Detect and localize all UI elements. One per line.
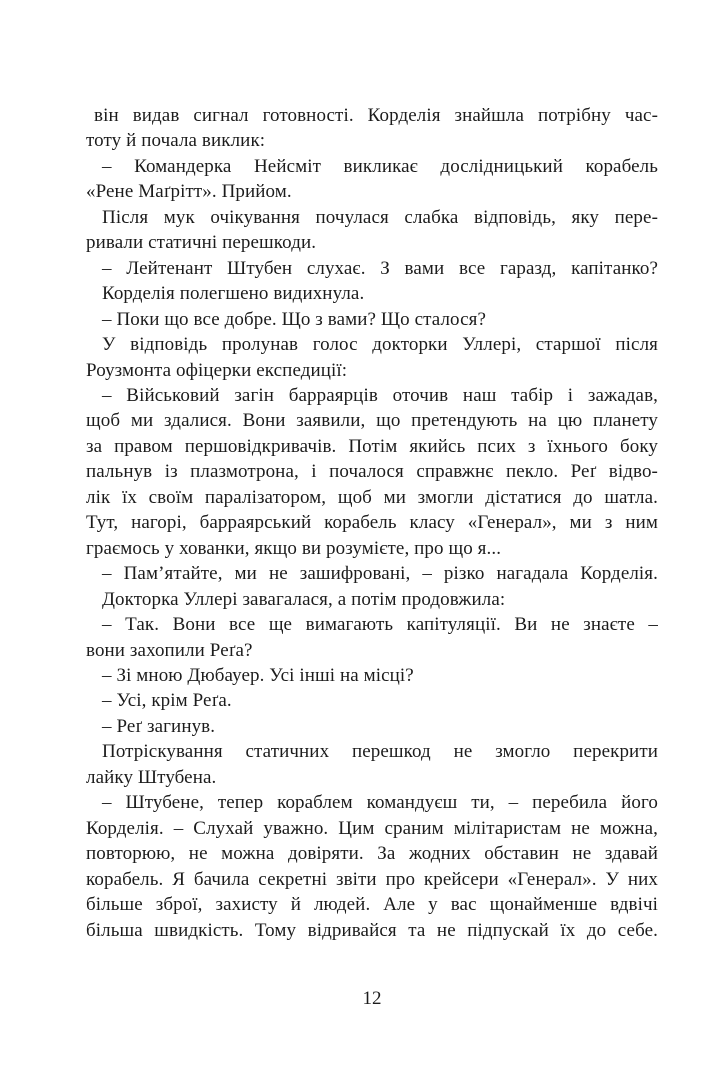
text-line: більше зброї, захисту й людей. Але у вас щонайменше вдвічі — [86, 894, 658, 916]
text-line: – Штубене, тепер кораблем командуєш ти, – перебила його — [102, 792, 658, 814]
text-line: щоб ми здалися. Вони заявили, що претендують на цю планету — [86, 410, 658, 432]
text-line: Після мук очікування почулася слабка відповідь, яку пере- — [102, 206, 658, 228]
text-line: «Рене Маґрітт». Прийом. — [86, 181, 292, 203]
text-line: корабель. Я бачила секретні звіти про крейсери «Генерал». У них — [86, 868, 658, 890]
page-number: 12 — [362, 988, 382, 1009]
text-line: – Зі мною Дюбауер. Усі інші на місці? — [102, 664, 414, 686]
text-line: – Командерка Нейсміт викликає дослідницький корабель — [102, 155, 658, 177]
text-line: – Військовий загін барраярців оточив наш табір і зажадав, — [102, 384, 658, 406]
text-line: більша швидкість. Тому відривайся та не підпускай їх до себе. — [86, 919, 658, 941]
page-text — [86, 103, 658, 943]
text-line: лік їх своїм паралізатором, щоб ми змогли дістатися до шатла. — [86, 486, 658, 508]
text-line: тоту й почала виклик: — [86, 130, 266, 152]
text-line: пальнув із плазмотрона, і почалося справжнє пекло. Реґ відво- — [86, 461, 658, 483]
text-line: Тут, нагорі, барраярський корабель класу «Генерал», ми з ним — [86, 512, 658, 534]
text-line: – Пам’ятайте, ми не зашифровані, – різко нагадала Корделія. — [102, 563, 658, 585]
text-line: Корделія. – Слухай уважно. Цим сраним мілітаристам не можна, — [86, 817, 658, 839]
text-line: за правом першовідкривачів. Потім якийсь псих з їхнього боку — [86, 435, 658, 457]
text-line: – Поки що все добре. Що з вами? Що сталося? — [102, 308, 487, 330]
text-line: У відповідь пролунав голос докторки Уллері, старшої після — [102, 334, 658, 356]
text-line: граємось у хованки, якщо ви розумієте, про що я... — [86, 537, 502, 559]
text-line: Докторка Уллері завагалася, а потім продовжила: — [102, 588, 506, 610]
text-line: – Так. Вони все ще вимагають капітуляції. Ви не знаєте – — [102, 614, 658, 636]
text-line: – Лейтенант Штубен слухає. З вами все гаразд, капітанко? — [102, 257, 658, 279]
text-line: лайку Штубена. — [86, 766, 217, 788]
text-line: – Усі, крім Реґа. — [102, 690, 232, 712]
text-line: ривали статичні перешкоди. — [86, 232, 317, 254]
text-line: Потріскування статичних перешкод не змогло перекрити — [102, 741, 658, 763]
text-line: Корделія полегшено видихнула. — [102, 283, 365, 305]
text-line: він видав сигнал готовності. Корделія знайшла потрібну час- — [94, 105, 658, 126]
text-line: Роузмонта офіцерки експедиції: — [86, 359, 348, 381]
text-line: – Реґ загинув. — [102, 715, 216, 737]
text-line: повторюю, не можна довіряти. За жодних обставин не здавай — [86, 843, 658, 865]
text-line: вони захопили Реґа? — [86, 639, 253, 661]
